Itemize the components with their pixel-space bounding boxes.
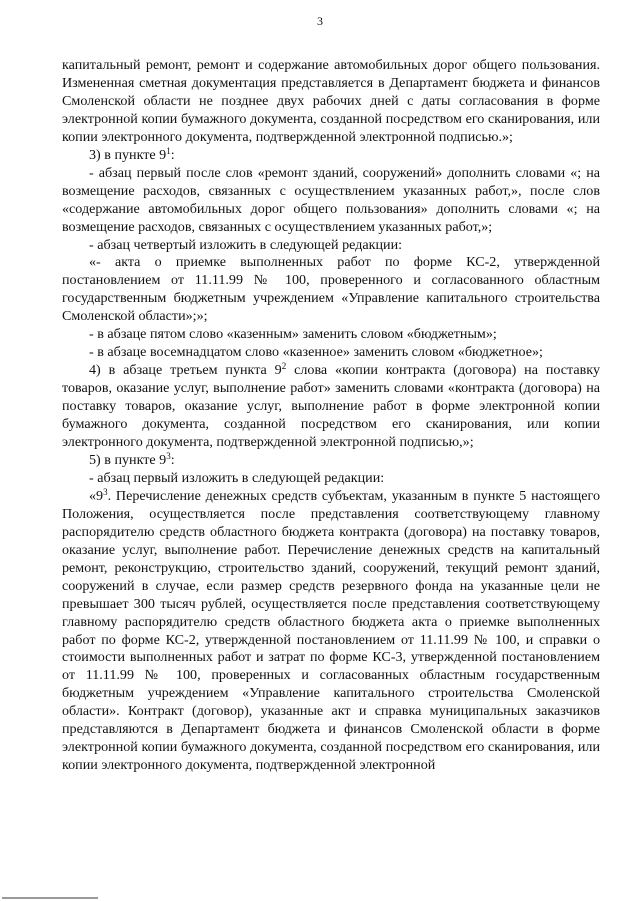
paragraph-p9: [62, 452, 600, 470]
paragraph-p6: [62, 326, 600, 344]
paragraph-text: «9: [89, 487, 104, 504]
paragraph-text: :: [170, 451, 175, 468]
superscript-index: 2: [281, 361, 287, 372]
paragraph-p10: [62, 470, 600, 488]
scan-edge-mark: [2, 897, 98, 899]
paragraph-p2: [62, 147, 600, 165]
page-number: 3: [317, 14, 323, 28]
paragraph-p8: [62, 362, 600, 452]
paragraph-text: слова «копии контракта (договора) на поставку товаров, оказание услуг, выполнение работ» заменить словами «контракта (договора) на поставку товаров, оказание услуг, выполнение работ в форме электронной копии бумажного документа, созданной посредством его сканирования, или копии электронного документа, подтвержденной электронной подписью,»;: [62, 362, 600, 451]
superscript-index: 3: [103, 486, 108, 497]
superscript-index: 3: [166, 450, 171, 461]
paragraph-text: 3) в пункте 9: [89, 146, 167, 163]
paragraph-text: - абзац первый после слов «ремонт зданий, сооружений» дополнить словами «; на возмещение расходов, связанных с осуществлением указанных работ,», после слов «содержание автомобильных дорог общего пользования» дополнить словами «; на возмещение расходов, связанных с осуществлением указанных работ,»;: [62, 164, 600, 235]
document-body: [62, 57, 600, 775]
paragraph-p7: [62, 344, 600, 362]
paragraph-p11: [62, 488, 600, 775]
paragraph-text: - абзац первый изложить в следующей редакции:: [89, 469, 385, 486]
paragraph-text: :: [170, 146, 175, 163]
paragraph-text: . Перечисление денежных средств субъектам, указанным в пункте 5 настоящего Положения, осуществляется после представления соответствующему главному распорядителю средств областного бюджета контракта (договора) на поставку товаров, оказание услуг, выполнение работ. Перечисление денежных средств на капитальный ремонт, реконструкцию, строительство зданий, сооружений, текущий ремонт зданий, сооружений в случае, если размер средств резервного фонда на указанные цели не превышает 300 тысяч рублей, осуществляется после представления соответствующему главному распорядителю средств областного бюджета акта о приемке выполненных работ по форме КС-2, утвержденной постановлением от 11.11.99 № 100, и справки о стоимости выполненных работ и затрат по форме КС-3, утвержденной постановлением от 11.11.99 № 100, проверенных и согласованных областным государственным бюджетным учреждением «Управление капитального строительства Смоленской области». Контракт (договор), указанные акт и справка муниципальных заказчиков представляются в Департамент бюджета и финансов Смоленской области в форме электронной копии бумажного документа, созданной посредством его сканирования, или копии электронного документа, подтвержденной электронной: [62, 487, 600, 774]
paragraph-text: - абзац четвертый изложить в следующей редакции:: [89, 236, 403, 253]
paragraph-p1: [62, 57, 600, 147]
paragraph-text: «- акта о приемке выполненных работ по форме КС-2, утвержденной постановлением от 11.11.99 № 100, проверенного и согласованного областным государственным бюджетным учреждением «Управление капитального строительства Смоленской области»;»;: [62, 254, 600, 325]
paragraph-text: - в абзаце пятом слово «казенным» заменить словом «бюджетным»;: [89, 326, 497, 343]
paragraph-text: - в абзаце восемнадцатом слово «казенное» заменить словом «бюджетное»;: [89, 344, 543, 361]
paragraph-text: капитальный ремонт, ремонт и содержание автомобильных дорог общего пользования. Измененная сметная документация представляется в Департамент бюджета и финансов Смоленской области не позднее двух рабочих дней с даты согласования в форме электронной копии бумажного документа, созданной посредством его сканирования, или копии электронного документа, подтвержденной электронной подписью.»;: [62, 57, 600, 145]
paragraph-p4: [62, 237, 600, 255]
paragraph-text: 4) в абзаце третьем пункта 9: [89, 362, 282, 379]
superscript-index: 1: [166, 145, 171, 156]
paragraph-p3: [62, 165, 600, 237]
paragraph-p5: [62, 254, 600, 326]
paragraph-text: 5) в пункте 9: [89, 451, 167, 468]
